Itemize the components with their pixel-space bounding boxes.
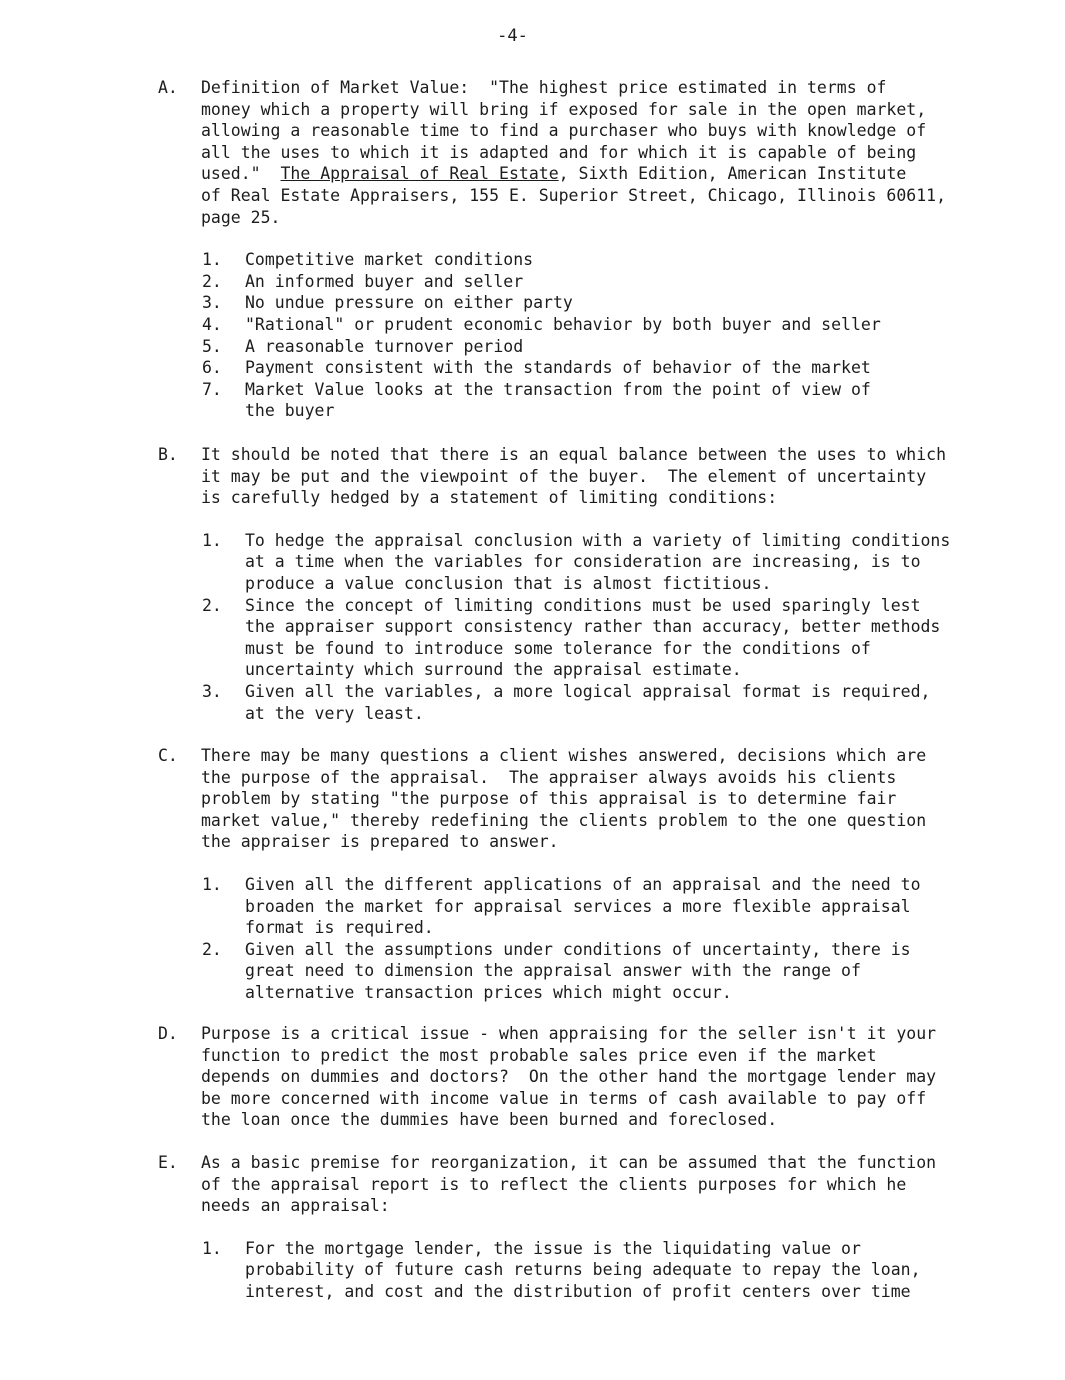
item-number: 6. bbox=[202, 358, 222, 378]
item-number: 1. bbox=[202, 530, 222, 550]
text-line: allowing a reasonable time to find a purchaser who buys with knowledge of bbox=[201, 121, 927, 141]
section-letter: B. bbox=[158, 445, 178, 464]
item-number: 3. bbox=[202, 293, 222, 313]
list-item bbox=[202, 1238, 1038, 1303]
item-text: Market Value looks at the transaction from the point of view of bbox=[245, 379, 871, 399]
item-number: 2. bbox=[202, 595, 222, 615]
section-a bbox=[158, 77, 1038, 422]
citation-line bbox=[201, 163, 1038, 185]
item-text: produce a value conclusion that is almost fictitious. bbox=[245, 573, 772, 593]
item-text: format is required. bbox=[245, 918, 434, 938]
item-text: the appraiser support consistency rather than accuracy, better methods bbox=[245, 617, 941, 637]
citation-prefix: used." bbox=[201, 164, 281, 184]
section-e bbox=[158, 1152, 1038, 1303]
text-line: Purpose is a critical issue - when appraising for the seller isn't it your bbox=[201, 1024, 937, 1043]
item-text: Competitive market conditions bbox=[245, 250, 534, 270]
item-text: To hedge the appraisal conclusion with a variety of limiting conditions bbox=[245, 530, 951, 550]
item-text: must be found to introduce some tolerance for the conditions of bbox=[245, 638, 871, 658]
list-item bbox=[202, 357, 1038, 379]
item-number: 3. bbox=[202, 681, 222, 701]
item-text: Given all the assumptions under conditions of uncertainty, there is bbox=[245, 939, 911, 959]
list-item bbox=[202, 530, 1038, 595]
item-number: 1. bbox=[202, 250, 222, 270]
item-text: Given all the different applications of an appraisal and the need to bbox=[245, 874, 921, 894]
item-list bbox=[158, 249, 1038, 422]
text-line: the appraiser is prepared to answer. bbox=[201, 832, 559, 852]
text-line: be more concerned with income value in terms of cash available to pay off bbox=[201, 1088, 927, 1108]
item-text: Since the concept of limiting conditions must be used sparingly lest bbox=[245, 595, 921, 615]
list-item bbox=[202, 314, 1038, 336]
list-item bbox=[202, 681, 1038, 724]
item-number: 1. bbox=[202, 874, 222, 894]
item-text: Given all the variables, a more logical appraisal format is required, bbox=[245, 681, 931, 701]
citation-suffix: , Sixth Edition, American Institute bbox=[558, 164, 907, 184]
text-line: is carefully hedged by a statement of limiting conditions: bbox=[201, 488, 778, 508]
list-item bbox=[202, 249, 1038, 271]
item-text: interest, and cost and the distribution of profit centers over time bbox=[245, 1281, 911, 1301]
text-line: depends on dummies and doctors? On the other hand the mortgage lender may bbox=[201, 1067, 937, 1087]
text-line: of Real Estate Appraisers, 155 E. Superior Street, Chicago, Illinois 60611, bbox=[201, 185, 947, 205]
item-text: great need to dimension the appraisal answer with the range of bbox=[245, 961, 861, 981]
item-text: at the very least. bbox=[245, 703, 424, 723]
item-text: An informed buyer and seller bbox=[245, 271, 524, 291]
text-line: all the uses to which it is adapted and for which it is capable of being bbox=[201, 142, 917, 162]
page-number: -4- bbox=[497, 26, 528, 46]
item-list bbox=[158, 1238, 1038, 1303]
item-number: 4. bbox=[202, 314, 222, 334]
section-letter: D. bbox=[158, 1024, 178, 1043]
section-c bbox=[158, 745, 1038, 1004]
item-list bbox=[158, 530, 1038, 724]
section-letter: E. bbox=[158, 1153, 178, 1172]
text-line: money which a property will bring if exposed for sale in the open market, bbox=[201, 99, 927, 119]
item-text: Payment consistent with the standards of behavior of the market bbox=[245, 358, 871, 378]
item-text: at a time when the variables for consideration are increasing, is to bbox=[245, 552, 921, 572]
text-line: the purpose of the appraisal. The appraiser always avoids his clients bbox=[201, 767, 897, 787]
list-item bbox=[202, 939, 1038, 1004]
list-item bbox=[202, 292, 1038, 314]
text-line: As a basic premise for reorganization, it can be assumed that the function bbox=[201, 1153, 937, 1172]
text-line: of the appraisal report is to reflect the clients purposes for which he bbox=[201, 1174, 907, 1194]
item-number: 5. bbox=[202, 336, 222, 356]
list-item bbox=[202, 336, 1038, 358]
section-letter: C. bbox=[158, 746, 178, 765]
text-line: Definition of Market Value: "The highest price estimated in terms of bbox=[201, 78, 887, 97]
item-number: 1. bbox=[202, 1238, 222, 1258]
section-letter: A. bbox=[158, 78, 178, 97]
item-text: For the mortgage lender, the issue is the liquidating value or bbox=[245, 1238, 861, 1258]
list-item bbox=[202, 595, 1038, 681]
list-item bbox=[202, 271, 1038, 293]
text-line: There may be many questions a client wishes answered, decisions which are bbox=[201, 746, 927, 765]
item-list bbox=[158, 874, 1038, 1004]
book-title: The Appraisal of Real Estate bbox=[280, 164, 559, 184]
item-text: probability of future cash returns being adequate to repay the loan, bbox=[245, 1260, 921, 1280]
text-line: function to predict the most probable sales price even if the market bbox=[201, 1045, 877, 1065]
section-d bbox=[158, 1023, 1038, 1131]
item-number: 2. bbox=[202, 939, 222, 959]
text-line: it may be put and the viewpoint of the buyer. The element of uncertainty bbox=[201, 466, 927, 486]
text-line: needs an appraisal: bbox=[201, 1196, 390, 1216]
item-text: broaden the market for appraisal services a more flexible appraisal bbox=[245, 896, 911, 916]
item-text: alternative transaction prices which might occur. bbox=[245, 982, 732, 1002]
text-line: It should be noted that there is an equal balance between the uses to which bbox=[201, 445, 947, 464]
item-text: A reasonable turnover period bbox=[245, 336, 524, 356]
text-line: page 25. bbox=[201, 207, 281, 227]
item-text: No undue pressure on either party bbox=[245, 293, 573, 313]
text-line: problem by stating "the purpose of this appraisal is to determine fair bbox=[201, 789, 897, 809]
item-text: uncertainty which surround the appraisal estimate. bbox=[245, 660, 742, 680]
section-b bbox=[158, 444, 1038, 724]
text-line: the loan once the dummies have been burned and foreclosed. bbox=[201, 1110, 778, 1130]
list-item bbox=[202, 874, 1038, 939]
list-item bbox=[202, 379, 1038, 422]
item-number: 7. bbox=[202, 379, 222, 399]
item-text: the buyer bbox=[245, 401, 335, 421]
item-text: "Rational" or prudent economic behavior by both buyer and seller bbox=[245, 314, 881, 334]
text-line: market value," thereby redefining the clients problem to the one question bbox=[201, 810, 927, 830]
item-number: 2. bbox=[202, 271, 222, 291]
